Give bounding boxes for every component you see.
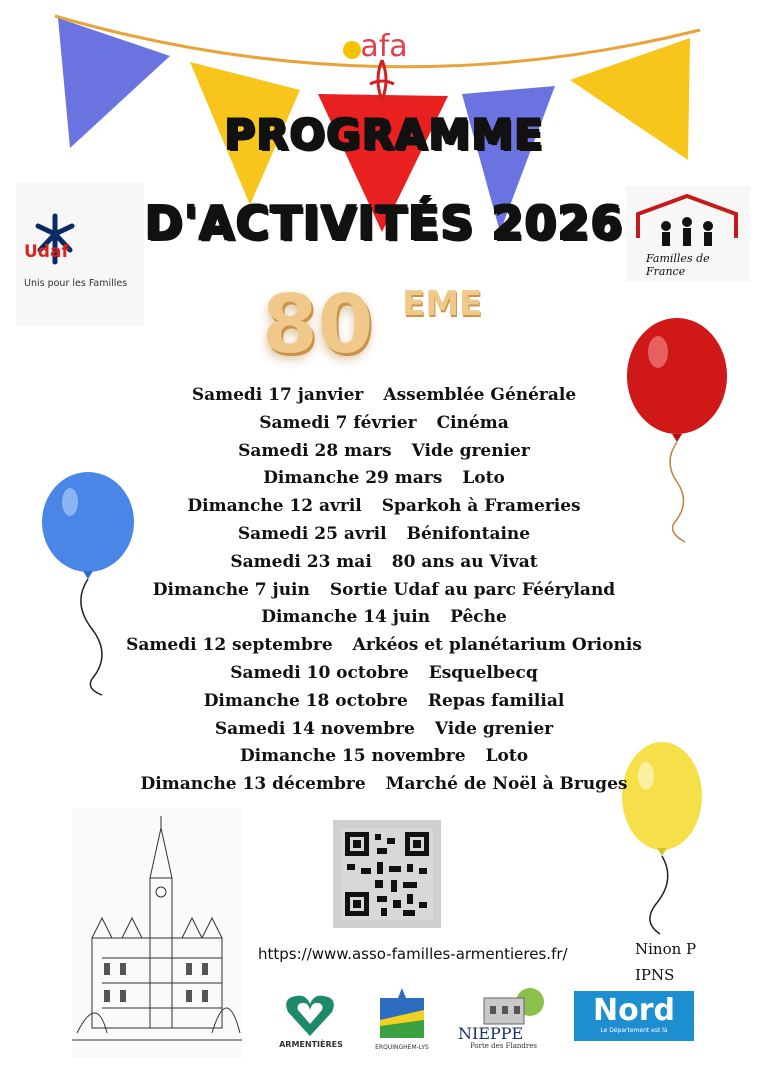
afa-logo-text: afa [360, 29, 408, 64]
house-family-icon [632, 192, 742, 252]
anniversary-badge [262, 280, 522, 375]
schedule-event: Bénifontaine [406, 523, 531, 544]
town-hall-illustration [72, 808, 242, 1058]
author-credit [635, 936, 696, 988]
schedule-date: Dimanche 14 juin [261, 607, 431, 628]
nieppe-castle-icon [470, 986, 550, 1026]
schedule-event: Loto [485, 746, 529, 767]
schedule-event: Pêche [450, 607, 507, 628]
schedule-row [0, 632, 768, 660]
schedule-date: Dimanche 12 avril [187, 496, 362, 517]
familles-de-france-text: Familles de France [646, 252, 710, 278]
anniversary-number: 80 [262, 278, 374, 371]
schedule-date: Dimanche 29 mars [263, 468, 443, 489]
schedule-date: Samedi 12 septembre [126, 635, 333, 656]
schedule-date: Dimanche 18 octobre [203, 690, 408, 711]
qr-code-icon [341, 828, 433, 920]
ipns-label: IPNS [635, 966, 675, 984]
schedule-event: Esquelbecq [428, 662, 538, 683]
udaf-logo [16, 182, 144, 326]
nieppe-subtitle: Porte des Flandres [470, 1042, 537, 1050]
schedule-event: Sparkoh à Frameries [381, 496, 581, 517]
nord-subtitle: Le Département est là [600, 1027, 668, 1034]
schedule-date: Samedi 28 mars [238, 440, 392, 461]
website-link[interactable]: https://www.asso-familles-armentieres.fr/ [258, 945, 568, 963]
title-line-2: D'ACTIVITÉS 2026 [144, 196, 624, 250]
schedule-row [0, 521, 768, 549]
schedule-event: Vide grenier [434, 718, 554, 739]
schedule-event: Arkéos et planétarium Orionis [352, 635, 642, 656]
author-name: Ninon P [635, 940, 697, 958]
schedule-row [0, 493, 768, 521]
schedule-event: Sortie Udaf au parc Fééryland [329, 579, 616, 600]
qr-code[interactable] [333, 820, 441, 928]
schedule-row [0, 688, 768, 716]
title-line-1: PROGRAMME [224, 110, 544, 159]
schedule-date: Dimanche 13 décembre [140, 774, 366, 795]
erquinghem-lys-label: ERQUINGHEM-LYS [375, 1044, 429, 1051]
schedule-row [0, 716, 768, 744]
schedule-event: Assemblée Générale [383, 385, 577, 405]
schedule-date: Samedi 25 avril [237, 523, 387, 544]
schedule-event: Marché de Noël à Bruges [385, 774, 628, 795]
schedule-date: Dimanche 7 juin [152, 579, 310, 600]
schedule-event: 80 ans au Vivat [391, 551, 538, 572]
erquinghem-lys-crest-icon [374, 986, 430, 1042]
anniversary-suffix: EME [402, 284, 483, 324]
nord-department-logo [574, 991, 694, 1041]
armentieres-heart-icon [284, 992, 336, 1038]
armentieres-label: ARMENTIÈRES [279, 1040, 343, 1049]
schedule-event: Loto [462, 468, 505, 489]
activity-schedule [0, 382, 768, 799]
udaf-name: Udaf [24, 242, 69, 262]
nord-label: Nord [593, 993, 675, 1028]
schedule-row [0, 382, 768, 410]
schedule-date: Samedi 14 novembre [214, 718, 415, 739]
schedule-date: Dimanche 15 novembre [239, 746, 466, 767]
schedule-row [0, 771, 768, 799]
schedule-row [0, 660, 768, 688]
schedule-event: Cinéma [436, 412, 509, 433]
schedule-row [0, 604, 768, 632]
schedule-date: Samedi 17 janvier [191, 385, 364, 405]
udaf-tagline: Unis pour les Familles [24, 278, 128, 289]
schedule-date: Samedi 7 février [259, 412, 417, 433]
schedule-date: Samedi 10 octobre [230, 662, 409, 683]
schedule-row [0, 438, 768, 466]
schedule-row [0, 410, 768, 438]
schedule-event: Repas familial [427, 690, 565, 711]
schedule-row [0, 743, 768, 771]
schedule-row [0, 577, 768, 605]
schedule-event: Vide grenier [411, 440, 530, 461]
nieppe-label: NIEPPE [458, 1024, 524, 1043]
familles-de-france-logo [626, 186, 750, 282]
schedule-row [0, 465, 768, 493]
schedule-date: Samedi 23 mai [230, 551, 372, 572]
schedule-row [0, 549, 768, 577]
